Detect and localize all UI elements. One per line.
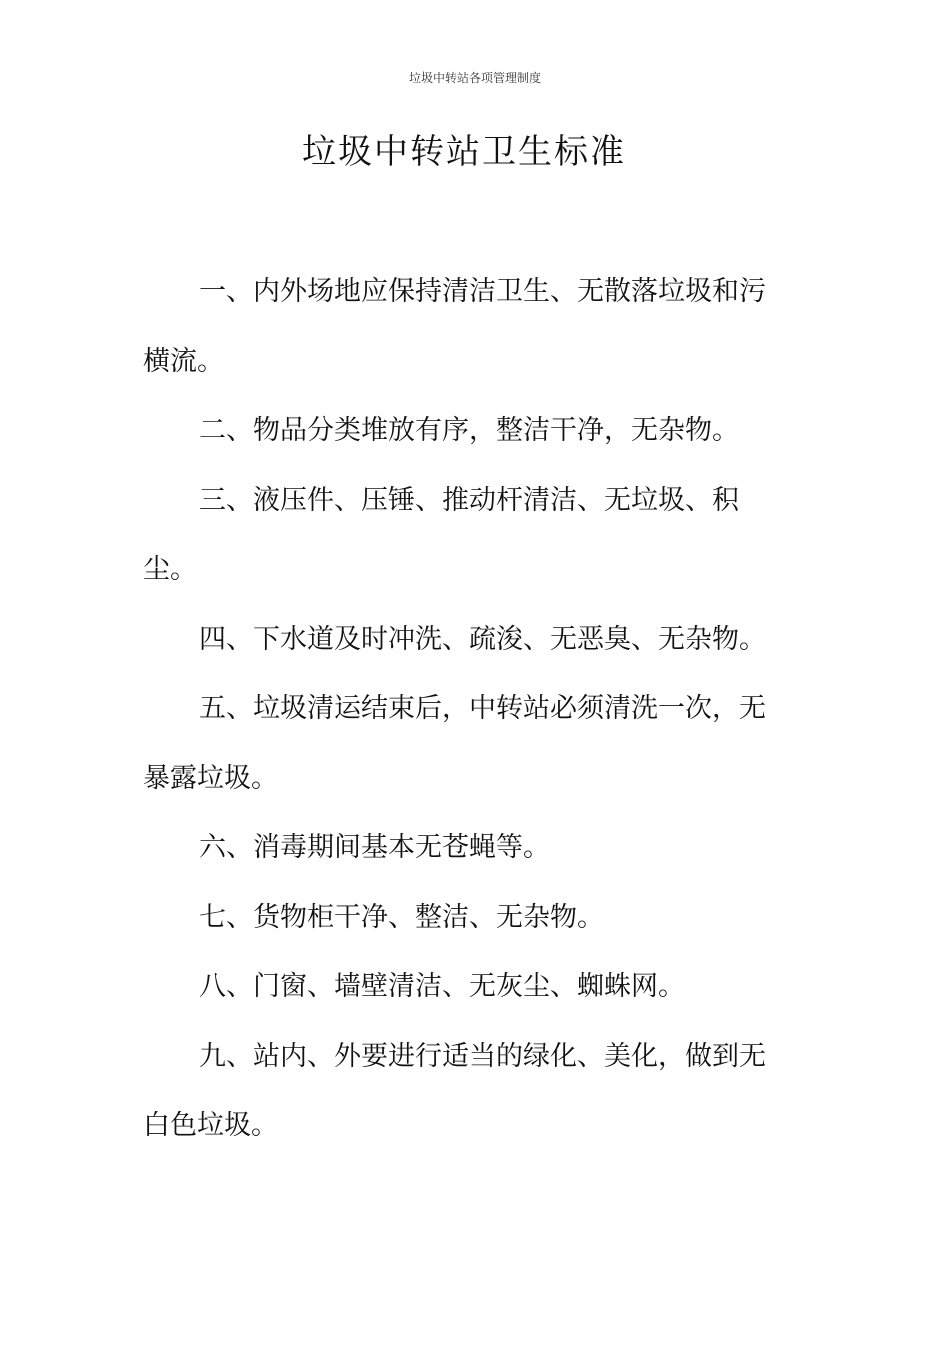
clause-9: 九、站内、外要进行适当的绿化、美化，做到无白色垃圾。 <box>143 1040 766 1141</box>
clause-5: 五、垃圾清运结束后，中转站必须清洗一次，无暴露垃圾。 <box>143 693 766 794</box>
clause-1: 一、内外场地应保持清洁卫生、无散落垃圾和污横流。 <box>143 276 766 377</box>
clause-2: 二、物品分类堆放有序，整洁干净，无杂物。 <box>199 415 739 446</box>
clause-3: 三、液压件、压锤、推动杆清洁、无垃圾、积尘。 <box>143 484 739 585</box>
document-body <box>143 257 783 1161</box>
clause-6: 六、消毒期间基本无苍蝇等。 <box>199 832 550 863</box>
clause-8: 八、门窗、墙壁清洁、无灰尘、蜘蛛网。 <box>199 971 685 1002</box>
running-header: 垃圾中转站各项管理制度 <box>408 71 541 85</box>
clause-4: 四、下水道及时冲洗、疏浚、无恶臭、无杂物。 <box>199 623 766 655</box>
clause-7: 七、货物柜干净、整洁、无杂物。 <box>199 901 604 933</box>
document-title: 垃圾中转站卫生标准 <box>302 132 626 172</box>
